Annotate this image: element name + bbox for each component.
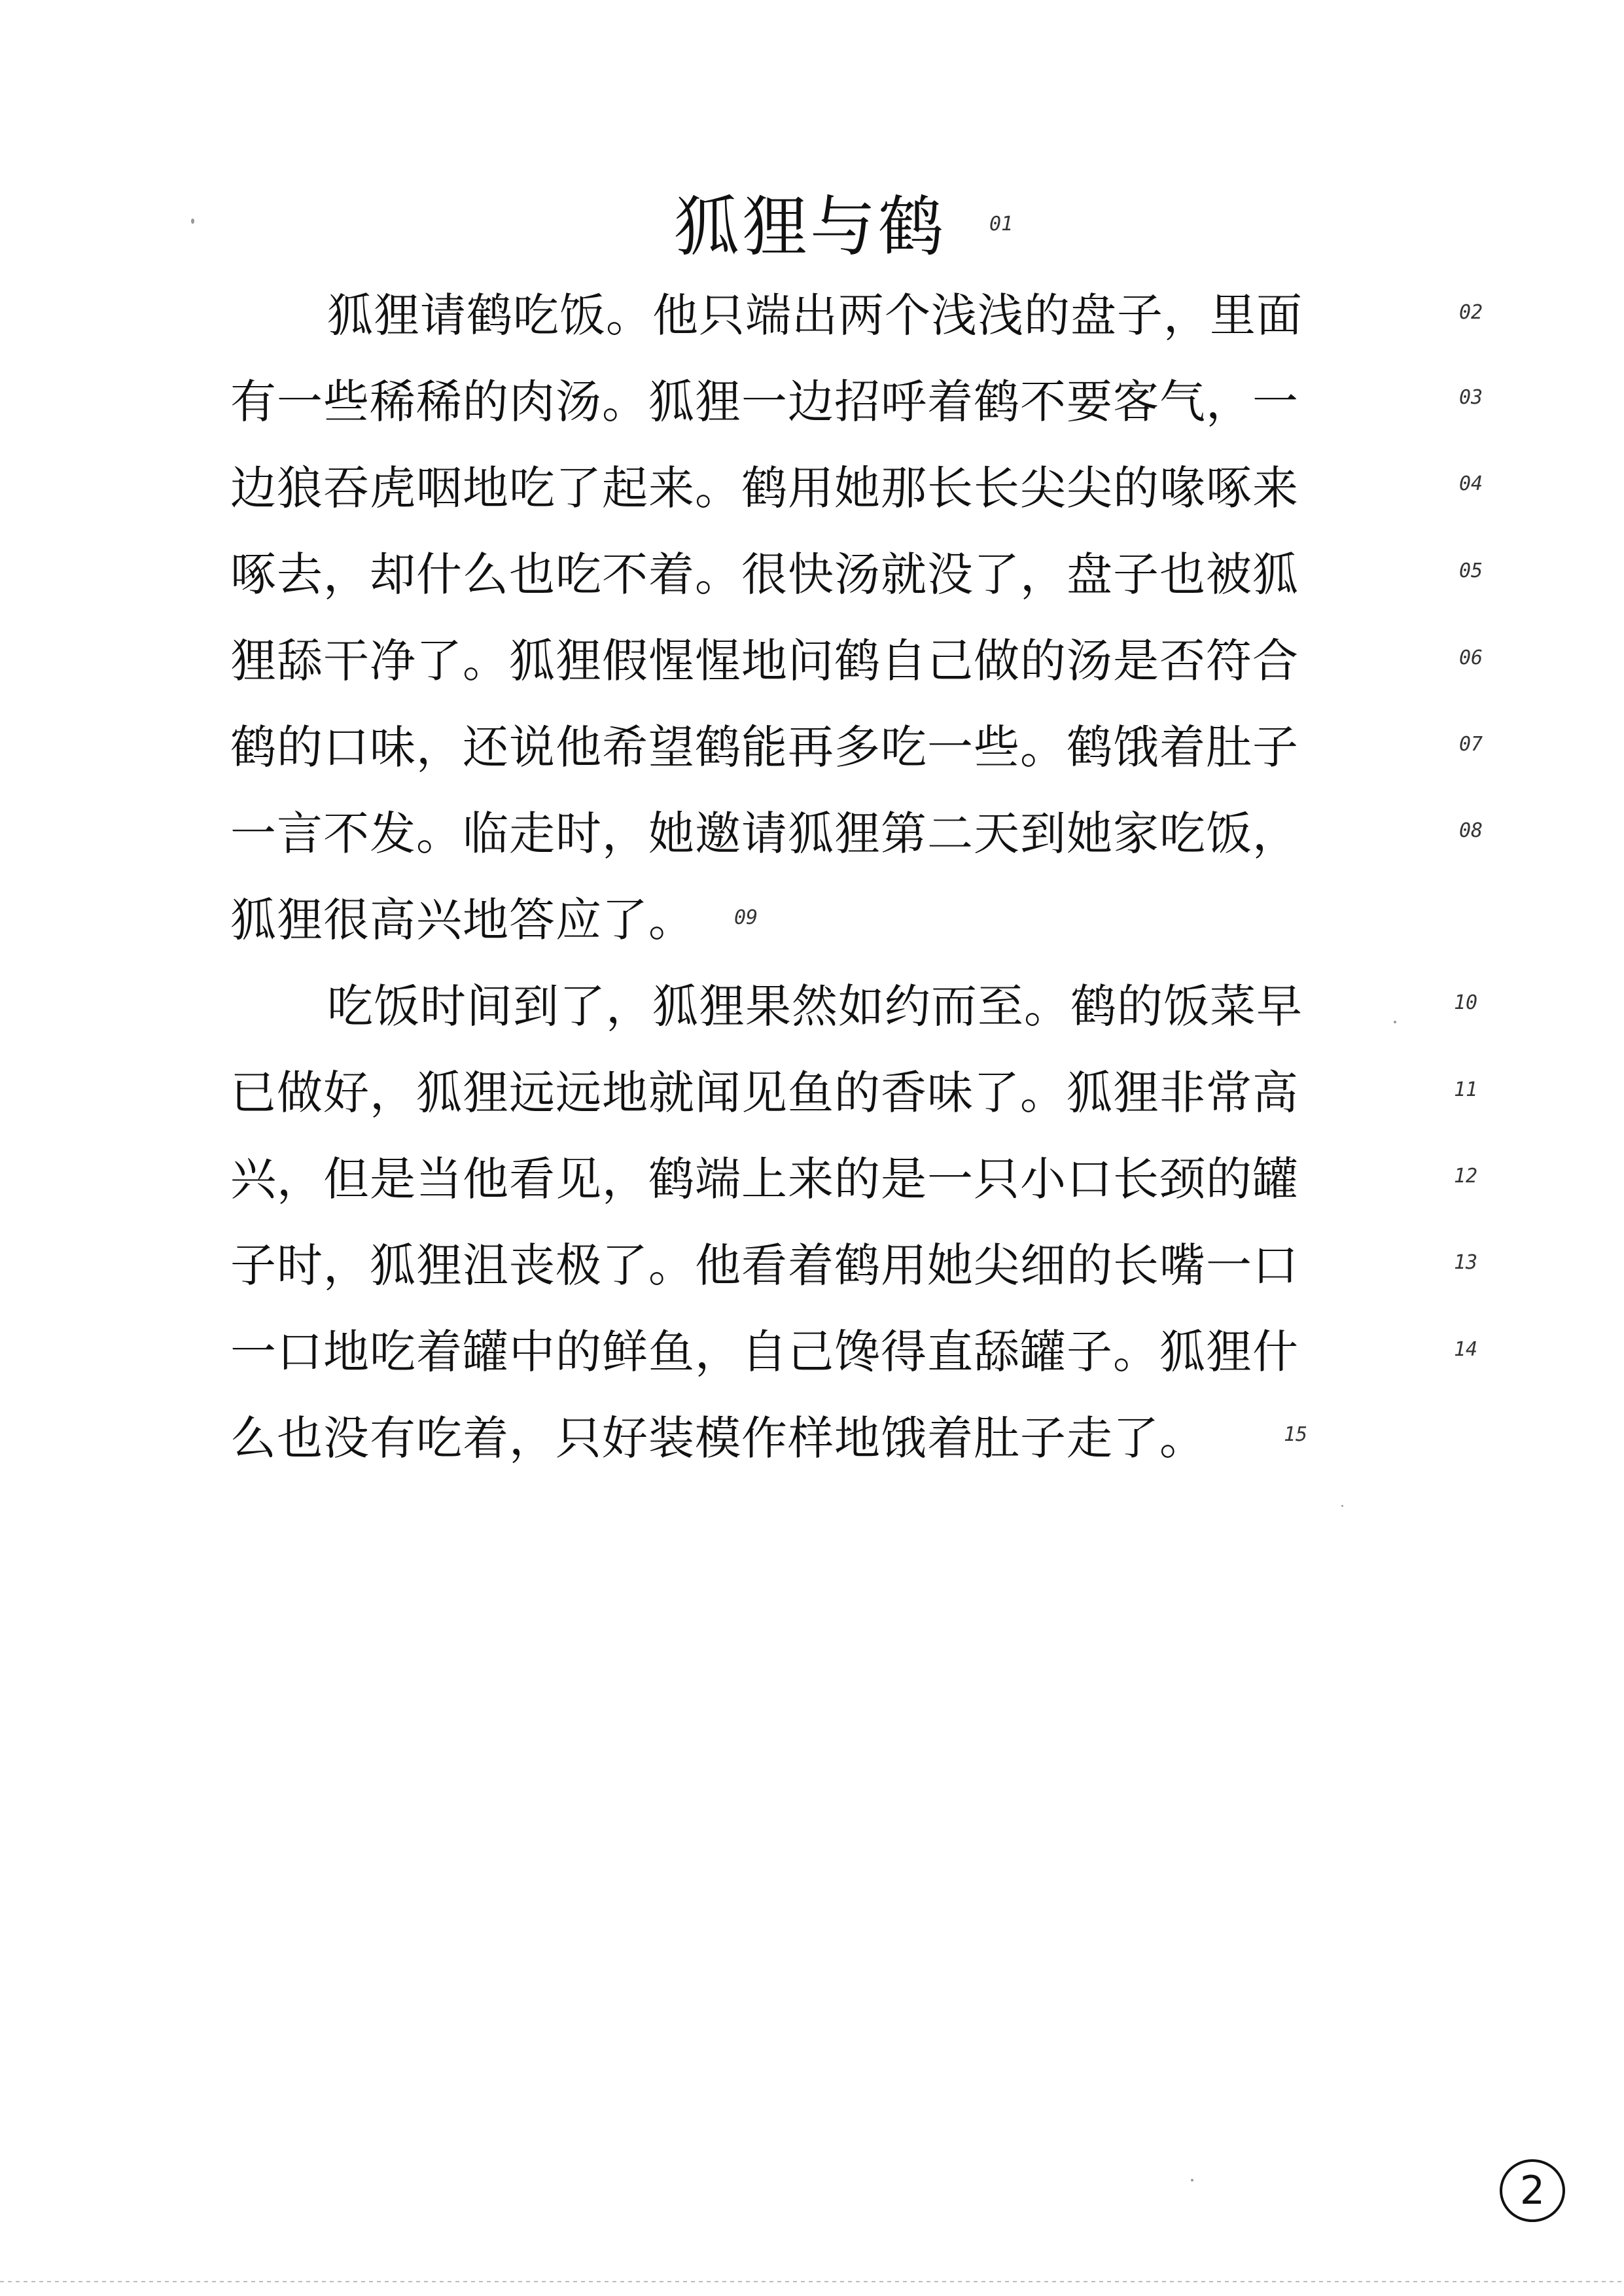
line-marker: 04 xyxy=(1459,472,1483,495)
line-marker: 11 xyxy=(1454,1078,1478,1101)
text-line: 已做好，狐狸远远地就闻见鱼的香味了。狐狸非常高 xyxy=(230,1066,1299,1120)
line-marker: 09 xyxy=(734,906,758,929)
page-number: 2 xyxy=(1500,2159,1565,2222)
text-line: 狐狸很高兴地答应了。 xyxy=(230,893,695,947)
text-line: 狸舔干净了。狐狸假惺惺地问鹤自己做的汤是否符合 xyxy=(230,634,1299,688)
story-title: 狐狸与鹤 xyxy=(674,188,946,265)
line-marker: 03 xyxy=(1459,386,1483,409)
text-line: 子时，狐狸沮丧极了。他看着鹤用她尖细的长嘴一口 xyxy=(230,1239,1299,1292)
text-line: 一口地吃着罐中的鲜鱼，自己馋得直舔罐子。狐狸什 xyxy=(230,1325,1299,1379)
text-line: 狐狸请鹤吃饭。他只端出两个浅浅的盘子，里面 xyxy=(327,289,1303,342)
scan-speck xyxy=(1341,1505,1343,1507)
line-marker: 05 xyxy=(1459,559,1483,582)
text-line: 有一些稀稀的肉汤。狐狸一边招呼着鹤不要客气，一 xyxy=(230,375,1299,429)
line-marker: 13 xyxy=(1454,1251,1478,1274)
text-line: 啄去，却什么也吃不着。很快汤就没了，盘子也被狐 xyxy=(230,548,1299,601)
line-marker: 07 xyxy=(1459,733,1483,756)
scan-speck xyxy=(1394,1021,1396,1023)
line-marker: 14 xyxy=(1454,1338,1478,1361)
page-bottom-edge xyxy=(0,2281,1624,2282)
scan-speck xyxy=(1191,2179,1193,2181)
line-marker: 02 xyxy=(1459,301,1483,324)
line-marker: 06 xyxy=(1459,646,1483,669)
text-line: 吃饭时间到了，狐狸果然如约而至。鹤的饭菜早 xyxy=(327,980,1303,1033)
text-line: 一言不发。临走时，她邀请狐狸第二天到她家吃饭， xyxy=(230,807,1299,860)
line-marker: 15 xyxy=(1284,1423,1308,1446)
text-line: 么也没有吃着，只好装模作样地饿着肚子走了。 xyxy=(230,1411,1206,1465)
text-line: 鹤的口味，还说他希望鹤能再多吃一些。鹤饿着肚子 xyxy=(230,720,1299,774)
text-line: 边狼吞虎咽地吃了起来。鹤用她那长长尖尖的喙啄来 xyxy=(230,461,1299,515)
line-marker: 12 xyxy=(1454,1165,1478,1188)
line-marker: 10 xyxy=(1454,991,1478,1014)
line-marker: 08 xyxy=(1459,819,1483,842)
scan-speck xyxy=(191,219,194,224)
text-line: 兴，但是当他看见，鹤端上来的是一只小口长颈的罐 xyxy=(230,1152,1299,1206)
title-line-marker: 01 xyxy=(989,213,1014,236)
